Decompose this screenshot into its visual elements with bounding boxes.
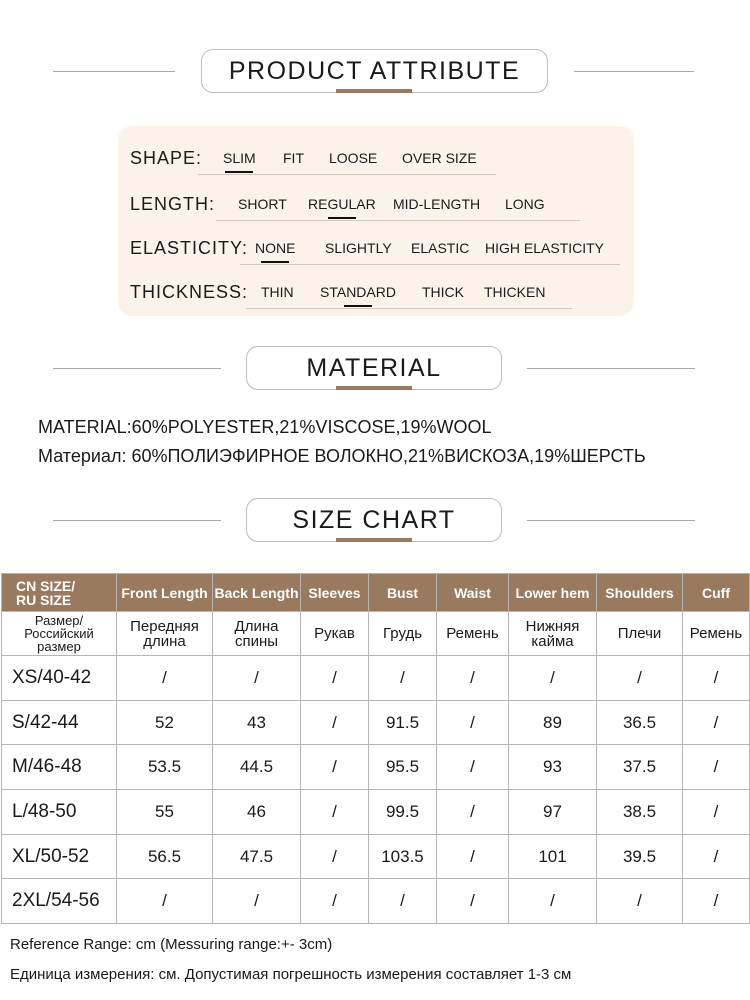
table-header-cell: Waist (437, 574, 509, 612)
table-cell: 103.5 (369, 834, 437, 879)
table-cell: / (683, 879, 750, 924)
section-heading-size-chart (0, 498, 750, 546)
table-row (2, 790, 750, 835)
attr-baseline (246, 308, 572, 309)
table-cell: / (301, 700, 369, 745)
heading-pill (246, 498, 502, 542)
table-cell: / (369, 879, 437, 924)
table-cell: 37.5 (597, 745, 683, 790)
attr-row-elasticity (118, 228, 634, 264)
table-cell: / (301, 745, 369, 790)
attr-option: NONE (255, 240, 296, 256)
table-header-cell: Sleeves (301, 574, 369, 612)
attr-option: OVER SIZE (402, 150, 477, 166)
reference-note-ru: Единица измерения: см. Допустимая погрешность измерения составляет 1-3 см (10, 966, 572, 983)
attr-option: REGULAR (308, 196, 376, 212)
table-cell: / (301, 879, 369, 924)
section-heading-attribute (0, 49, 750, 97)
table-cell: / (509, 879, 597, 924)
attr-label: THICKNESS: (130, 282, 249, 302)
table-row (2, 656, 750, 701)
table-cell: 47.5 (213, 834, 301, 879)
table-header-cell: Плечи (597, 612, 683, 656)
table-row (2, 834, 750, 879)
table-cell: 43 (213, 700, 301, 745)
attribute-panel (118, 126, 634, 316)
table-cell: S/42-44 (2, 700, 117, 745)
heading-text: MATERIAL (306, 353, 442, 382)
table-header-cell: Размер/ Российский размер (2, 612, 117, 656)
heading-text: SIZE CHART (292, 505, 456, 534)
material-en: MATERIAL:60%POLYESTER,21%VISCOSE,19%WOOL (38, 417, 492, 437)
table-cell: XS/40-42 (2, 656, 117, 701)
table-cell: / (597, 656, 683, 701)
attr-option: THICK (422, 284, 464, 300)
attr-option: SLIGHTLY (325, 240, 392, 256)
divider-right (574, 71, 694, 72)
table-cell: 44.5 (213, 745, 301, 790)
table-cell: / (117, 656, 213, 701)
table-cell: 38.5 (597, 790, 683, 835)
table-cell: / (301, 656, 369, 701)
table-cell: / (683, 700, 750, 745)
attr-baseline (198, 174, 496, 175)
attr-option: SLIM (223, 150, 256, 166)
attr-row-length (118, 184, 634, 220)
table-header-cell: Bust (369, 574, 437, 612)
heading-pill (246, 346, 502, 390)
table-cell: 95.5 (369, 745, 437, 790)
table-header-ru (2, 612, 750, 656)
attr-option: THICKEN (484, 284, 546, 300)
attr-option: MID-LENGTH (393, 196, 481, 212)
table-cell: / (683, 834, 750, 879)
table-cell: 99.5 (369, 790, 437, 835)
attr-option: LOOSE (329, 150, 378, 166)
table-header-cell: Рукав (301, 612, 369, 656)
divider-right (527, 520, 695, 521)
section-heading-material (0, 346, 750, 394)
table-cell: 53.5 (117, 745, 213, 790)
table-cell: 2XL/54-56 (2, 879, 117, 924)
table-cell: 97 (509, 790, 597, 835)
heading-accent (336, 89, 412, 93)
divider-left (53, 71, 175, 72)
attr-option: THIN (261, 284, 294, 300)
table-cell: / (369, 656, 437, 701)
table-cell: 39.5 (597, 834, 683, 879)
table-header-cell: Нижняя кайма (509, 612, 597, 656)
material-ru: Материал: 60%ПОЛИЭФИРНОЕ ВОЛОКНО,21%ВИСКОЗА,19%ШЕРСТЬ (38, 446, 646, 466)
attr-baseline (216, 220, 580, 221)
table-header-cell: CN SIZE/ RU SIZE (2, 574, 117, 612)
table-cell: / (437, 656, 509, 701)
heading-pill (201, 49, 548, 93)
table-cell: / (117, 879, 213, 924)
table-cell: XL/50-52 (2, 834, 117, 879)
table-cell: 101 (509, 834, 597, 879)
table-cell: 52 (117, 700, 213, 745)
size-table (1, 573, 750, 924)
heading-accent (336, 538, 412, 542)
attr-option: ELASTIC (411, 240, 470, 256)
table-cell: / (509, 656, 597, 701)
table-cell: / (437, 700, 509, 745)
table-cell: 56.5 (117, 834, 213, 879)
table-cell: / (213, 656, 301, 701)
attr-option: LONG (505, 196, 545, 212)
table-cell: / (437, 790, 509, 835)
table-cell: / (213, 879, 301, 924)
table-row (2, 745, 750, 790)
divider-right (527, 368, 695, 369)
table-header-cell: Передняя длина (117, 612, 213, 656)
table-header-cell: Lower hem (509, 574, 597, 612)
table-header-cell: Грудь (369, 612, 437, 656)
table-cell: / (683, 790, 750, 835)
table-row (2, 879, 750, 924)
table-cell: / (301, 790, 369, 835)
attr-option: HIGH ELASTICITY (485, 240, 605, 256)
table-header-cell: Длина спины (213, 612, 301, 656)
table-cell: L/48-50 (2, 790, 117, 835)
table-cell: 89 (509, 700, 597, 745)
table-header-cell: Ремень (683, 612, 750, 656)
table-cell: 36.5 (597, 700, 683, 745)
attr-label: LENGTH: (130, 194, 216, 214)
table-header-cell: Shoulders (597, 574, 683, 612)
table-cell: 55 (117, 790, 213, 835)
table-header-en (2, 574, 750, 612)
table-header-cell: Ремень (437, 612, 509, 656)
table-cell: 46 (213, 790, 301, 835)
table-header-cell: Cuff (683, 574, 750, 612)
attr-option: FIT (283, 150, 304, 166)
attr-row-thickness (118, 272, 634, 308)
table-cell: / (597, 879, 683, 924)
table-cell: / (683, 745, 750, 790)
table-cell: / (437, 879, 509, 924)
divider-left (53, 368, 221, 369)
table-cell: M/46-48 (2, 745, 117, 790)
divider-left (53, 520, 221, 521)
table-header-cell: Back Length (213, 574, 301, 612)
table-row (2, 700, 750, 745)
attr-row-shape (118, 138, 634, 174)
table-cell: / (437, 745, 509, 790)
table-cell: 93 (509, 745, 597, 790)
reference-note-en: Reference Range: cm (Messuring range:+- 3cm) (10, 936, 333, 953)
table-cell: / (437, 834, 509, 879)
table-cell: 91.5 (369, 700, 437, 745)
table-cell: / (683, 656, 750, 701)
table-header-cell: Front Length (117, 574, 213, 612)
table-cell: / (301, 834, 369, 879)
attr-option: STANDARD (320, 284, 396, 300)
attr-baseline (240, 264, 620, 265)
attr-label: ELASTICITY: (130, 238, 249, 258)
heading-text: PRODUCT ATTRIBUTE (228, 56, 521, 85)
attr-option: SHORT (238, 196, 287, 212)
attr-label: SHAPE: (130, 148, 203, 168)
heading-accent (336, 386, 412, 390)
